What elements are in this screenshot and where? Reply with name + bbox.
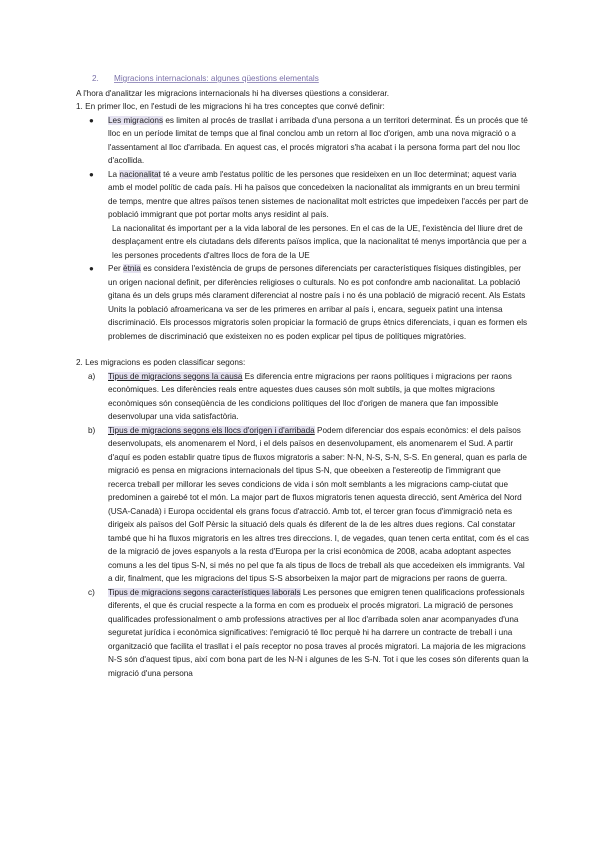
type-cause-heading: Tipus de migracions segons la causa bbox=[108, 371, 243, 381]
list-item bbox=[76, 114, 530, 168]
point-1-paragraph: 1. En primer lloc, en l'estudi de les migracions hi ha tres conceptes que convé definir: bbox=[76, 102, 385, 111]
type-text: Podem diferenciar dos espais econòmics: el dels països desenvolupats, els anomenarem el Nord, i el dels països en desenvolupament, els anomenarem el Sud. A partir d'aquí es poden establir quatre tipus de fluxos migratoris a saber: N-N, N-S, S-N, S-S. En general, quan es parla de migració es pensa en migracions internacionals del tipus S-N, que obeeixen a l'estereotip de l'immigrant que recerca treball per millorar les seves condicions de vida i són molt semblants a les migracions camp-ciutat que predominen a gairebé tot el món. La major part de fluxos migratoris tenen aquesta direcció, sent Amèrica del Nord (USA-Canadà) i Europa occidental els grans focus d'atracció. Amb tot, el tercer gran focus d'immigració neta es dirigeix als països del Golf Pèrsic la situació dels quals és diferent de la de les altres dues regions. Cal constatar també que hi ha fluxos migratoris en les altres tres direccions. I, de vegades, quan tenen certa entitat, com és el cas de la migració de joves espanyols a la resta d'Europa per la crisi econòmica de 2008, acaba adoptant aspectes comuns a les del tipus S-N, si més no pel que fa als tipus de llocs de treball als que accedeixen els immigrants. Val a dir, finalment, que les migracions del tipus S-S absorbeixen la major part de migracions per raons de guerra. bbox=[108, 425, 529, 583]
definition-text: es limiten al procés de trasllat i arribada d'una persona a un territori determinat. És un procés que té lloc en un període limitat de temps que al final conclou amb un retorn al lloc d'origen, amb una nova migració o a l'assentament al lloc d'arribada. En aquest cas, el procés migratori s'ha acabat i la persona forma part del nou lloc d'acollida. bbox=[108, 115, 528, 165]
bullet-icon: ● bbox=[89, 115, 94, 125]
bullet-icon: ● bbox=[89, 169, 94, 179]
definition-prefix: Per bbox=[108, 264, 124, 273]
section-number: 2. bbox=[92, 74, 99, 83]
list-marker: a) bbox=[88, 371, 96, 381]
list-marker: b) bbox=[88, 425, 96, 435]
intro-paragraph: A l'hora d'analitzar les migracions internacionals hi ha diverses qüestions a considerar. bbox=[76, 88, 390, 98]
list-item bbox=[76, 586, 530, 681]
definition-extra: La nacionalitat és important per a la vida laboral de les persones. En el cas de la UE, l'existència del lliure dret de desplaçament entre els ciutadans dels diferents països implica, que la nacionalitat té menys importància que per a les persones procedents d'altres llocs de fora de la UE bbox=[112, 223, 527, 260]
type-text: Les persones que emigren tenen qualificacions professionals diferents, el que és crucial respecte a la forma en com es produeix el procés migratori. La migració de persones qualificades professionalment o amb professions atractives per al lloc d'arribada solen anar acompanyades d'una seguretat jurídica i econòmica significatives: l'emigració té lloc perquè hi ha darrere un contracte de treball i una organització que facilita el trasllat i el país receptor no posa traves al procés migratori. La majoria de les migracions N-S són d'aquest tipus, així com bona part de les N-N i algunes de les S-N. Tot i que les coses són diferents quan la migració d'una persona bbox=[108, 587, 529, 678]
definition-prefix: La bbox=[108, 169, 120, 179]
section-heading bbox=[92, 72, 530, 86]
term-nacionalitat: nacionalitat bbox=[119, 169, 161, 179]
point-2-paragraph: 2. Les migracions es poden classificar segons: bbox=[76, 358, 246, 367]
definition-text: té a veure amb l'estatus polític de les persones que resideixen en un lloc determinat; aquest varia amb el model polític de cada país. Hi ha països que concedeixen la nacionalitat als immigrants en un breu termini de temps, mentre que altres països tenen sistemes de nacionalitat molt estrictes que impedeixen l'accés per part de població immigrant que pot portar molts anys residint al país. bbox=[108, 169, 529, 219]
list-marker: c) bbox=[88, 587, 95, 597]
list-item bbox=[76, 262, 530, 343]
list-item bbox=[76, 424, 530, 586]
type-text: Es diferencia entre migracions per raons polítiques i migracions per raons econòmiques. Les diferències reals entre aquestes dues causes són molt subtils, ja que moltes migracions econòmiques són conseqüència de les condicions polítiques del lloc d'origen de manera que fan impossible desenvolupar una vida satisfactòria. bbox=[108, 371, 512, 421]
concepts-list bbox=[76, 114, 530, 344]
type-labour-heading: Tipus de migracions segons característiques laborals bbox=[108, 587, 301, 597]
term-migracions: Les migracions bbox=[108, 115, 164, 125]
section-title: Migracions internacionals: algunes qüestions elementals bbox=[114, 74, 319, 83]
definition-text: es considera l'existència de grups de persones diferenciats per característiques físiques distingibles, per un origen nacional definit, per diferències religioses o culturals. No es pot confondre amb nacionalitat. La població gitana és un dels grups més clarament diferenciat al nostre país i no és una població de migració recent. Als Estats Units la població afroamericana va ser de les primeres en arribar al país i, encara, segueix patint una intensa discriminació. Els processos migratoris solen propiciar la formació de grups ètnics diferenciats, i quan es formen els problemes de discriminació que existeixen no es poden explicar pel tipus de polítiques migratòries. bbox=[108, 264, 528, 341]
list-item bbox=[76, 168, 530, 263]
term-etnia: ètnia bbox=[123, 264, 141, 273]
list-item bbox=[76, 370, 530, 424]
type-origin-heading: Tipus de migracions segons els llocs d'origen i d'arribada bbox=[108, 425, 315, 435]
classification-list bbox=[76, 370, 530, 681]
bullet-icon: ● bbox=[89, 264, 94, 273]
